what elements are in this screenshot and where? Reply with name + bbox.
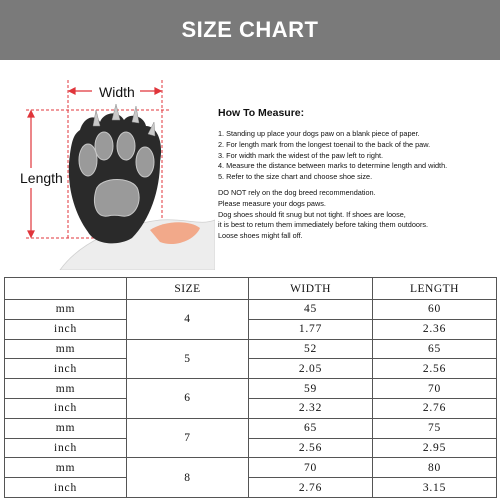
note-line: Dog shoes should fit snug but not tight. If shoes are loose, [218,209,406,219]
width-cell: 59 [249,379,373,399]
how-to-step: 1. Standing up place your dogs paw on a blank piece of paper. [218,129,420,138]
unit-cell: inch [5,319,127,339]
paw-measurement-figure [0,70,215,270]
table-row [5,319,497,339]
length-cell: 3.15 [373,478,497,498]
width-cell: 2.76 [249,478,373,498]
how-to-measure-section [218,107,496,242]
size-cell: 5 [127,339,249,379]
width-cell: 1.77 [249,319,373,339]
width-cell: 70 [249,458,373,478]
how-to-title: How To Measure: [218,107,305,119]
unit-cell: inch [5,438,127,458]
unit-cell: mm [5,418,127,438]
length-cell: 60 [373,300,497,320]
note-line: it is best to return them immediately before taking them outdoors. [218,220,429,230]
title-banner [0,0,500,60]
length-cell: 2.76 [373,398,497,418]
length-cell: 2.95 [373,438,497,458]
size-cell: 8 [127,458,249,498]
size-cell: 6 [127,379,249,419]
measurement-notes [218,188,496,242]
table-row [5,418,497,438]
header-size: SIZE [127,278,249,300]
length-cell: 2.36 [373,319,497,339]
length-cell: 75 [373,418,497,438]
table-row [5,438,497,458]
length-cell: 65 [373,339,497,359]
size-cell: 4 [127,300,249,340]
unit-cell: mm [5,379,127,399]
width-cell: 65 [249,418,373,438]
note-line: Please measure your dogs paws. [218,198,326,208]
table-row [5,458,497,478]
width-cell: 2.05 [249,359,373,379]
how-to-step: 4. Measure the distance between marks to determine length and width. [218,161,448,171]
table-row [5,398,497,418]
length-cell: 70 [373,379,497,399]
size-chart-table [4,277,497,498]
unit-cell: inch [5,398,127,418]
unit-cell: mm [5,458,127,478]
length-cell: 80 [373,458,497,478]
how-to-step: 2. For length mark from the longest toenail to the back of the paw. [218,139,431,149]
note-line: DO NOT rely on the dog breed recommendation. [218,187,376,197]
how-to-step: 3. For width mark the widest of the paw left to right. [218,150,384,160]
table-row [5,300,497,320]
unit-cell: inch [5,478,127,498]
header-width: WIDTH [249,278,373,300]
how-to-step: 5. Refer to the size chart and choose shoe size. [218,172,373,182]
table-row [5,339,497,359]
unit-cell: mm [5,300,127,320]
table-header-row [5,278,497,300]
width-cell: 2.32 [249,398,373,418]
header-unit [5,278,127,300]
unit-cell: mm [5,339,127,359]
width-label: Width [99,84,135,100]
length-cell: 2.56 [373,359,497,379]
size-cell: 7 [127,418,249,458]
table-row [5,359,497,379]
length-label: Length [20,170,63,186]
width-cell: 45 [249,300,373,320]
width-cell: 52 [249,339,373,359]
banner-title: SIZE CHART [181,17,319,42]
header-length: LENGTH [373,278,497,300]
note-line: Loose shoes might fall off. [218,231,303,241]
table-row [5,478,497,498]
width-cell: 2.56 [249,438,373,458]
unit-cell: inch [5,359,127,379]
table-row [5,379,497,399]
